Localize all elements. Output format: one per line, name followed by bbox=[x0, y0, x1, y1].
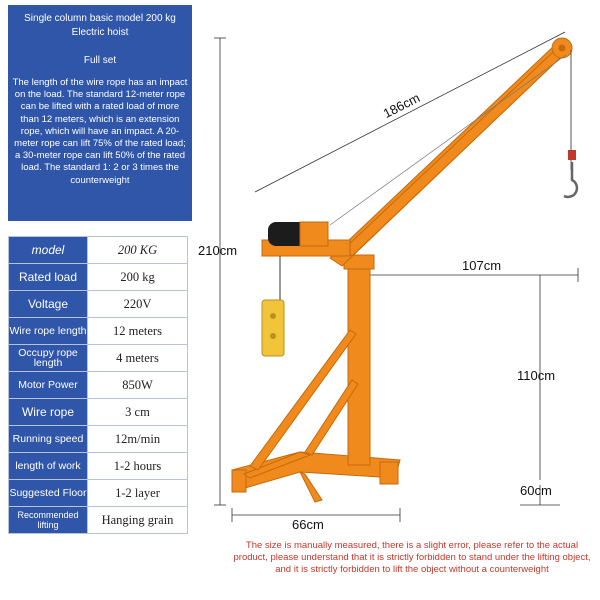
spec-label: Suggested Floor bbox=[9, 480, 88, 507]
spec-value: 1-2 hours bbox=[88, 453, 188, 480]
reach-label: 107cm bbox=[462, 258, 502, 273]
spec-label: Rated load bbox=[9, 264, 88, 291]
spec-label: Recommended lifting bbox=[9, 507, 88, 534]
boom-length-label: 186cm bbox=[380, 89, 423, 122]
product-subtitle: Electric hoist bbox=[71, 27, 129, 38]
spec-value: 200 kg bbox=[88, 264, 188, 291]
spec-value: 220V bbox=[88, 291, 188, 318]
spec-value: 1-2 layer bbox=[88, 480, 188, 507]
spec-value: 850W bbox=[88, 372, 188, 399]
spec-label: length of work bbox=[9, 453, 88, 480]
spec-label: Wire rope bbox=[9, 399, 88, 426]
base-height-label: 60cm bbox=[520, 483, 552, 498]
spec-label: Occupy rope length bbox=[9, 345, 88, 372]
spec-label: model bbox=[9, 237, 88, 264]
pendant-remote bbox=[262, 300, 284, 356]
spec-value: 200 KG bbox=[88, 237, 188, 264]
height-label: 210cm bbox=[198, 243, 238, 258]
base-width-label: 66cm bbox=[292, 517, 324, 532]
safety-notice: The size is manually measured, there is a slight error, please refer to the actual product, please understand that it is strictly forbidden to stand under the lifting object, and it is strictly forbidden to lift the object without a counterweight bbox=[233, 540, 591, 575]
crane-column bbox=[250, 255, 374, 470]
column-height-label: 110cm bbox=[517, 368, 556, 383]
spec-label: Motor Power bbox=[9, 372, 88, 399]
spec-label: Wire rope length bbox=[9, 318, 88, 345]
spec-label: Running speed bbox=[9, 426, 88, 453]
product-title: Single column basic model 200 kg bbox=[24, 13, 176, 24]
product-description: The length of the wire rope has an impact on the load. The standard 12-meter rope can be lifted with a rated load of more than 12 meters, which is an extension rope, which will have an impact. A 20-meter rope can lift 75% of the rated load; a 30-meter rope can lift 50% of the rated load. The standard 1: 2 or 3 times the counterweight bbox=[12, 77, 188, 186]
spec-value: 3 cm bbox=[88, 399, 188, 426]
crane-boom bbox=[330, 38, 572, 266]
spec-value: Hanging grain bbox=[88, 507, 188, 534]
spec-label: Voltage bbox=[9, 291, 88, 318]
spec-value: 12 meters bbox=[88, 318, 188, 345]
spec-value: 4 meters bbox=[88, 345, 188, 372]
package-label: Full set bbox=[83, 55, 117, 66]
spec-value: 12m/min bbox=[88, 426, 188, 453]
